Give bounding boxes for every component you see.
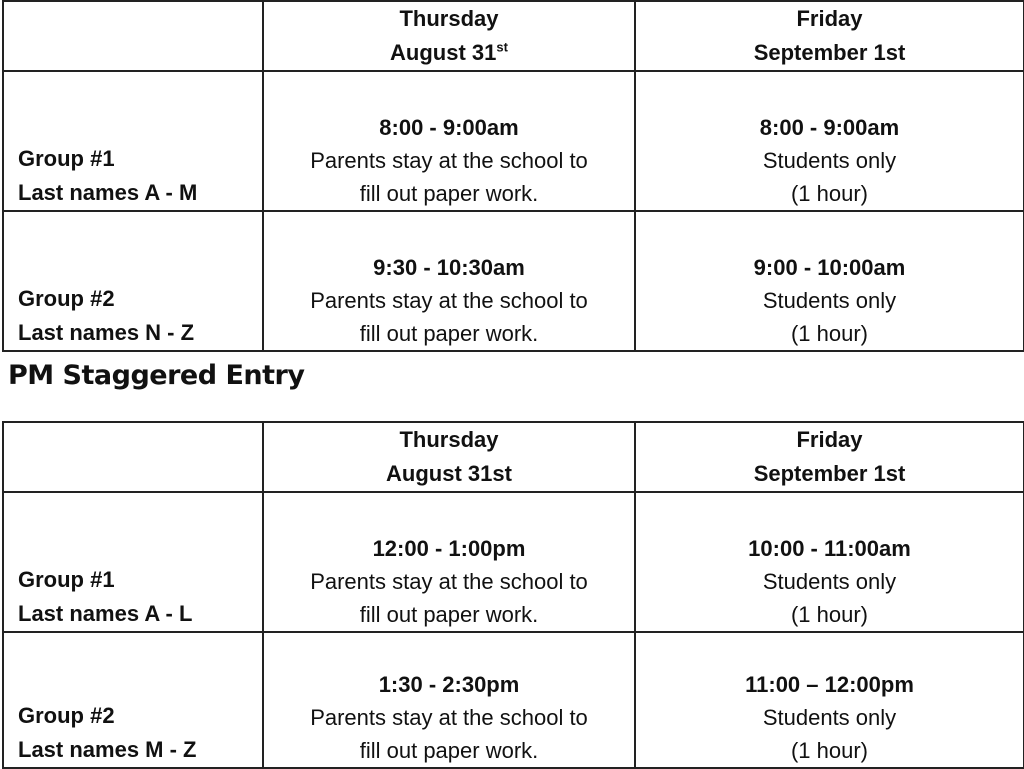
note-line: fill out paper work. [359,321,539,346]
day-label: Friday [796,427,863,452]
header-thursday [263,1,635,71]
time-label: 8:00 - 9:00am [379,115,519,140]
table-row [3,71,1024,211]
time-label: 10:00 - 11:00am [748,536,911,561]
group-cell [3,211,263,351]
note-line: Students only [762,148,897,173]
group-label: Group #2 [18,703,115,728]
group-cell [3,71,263,211]
note-line: (1 hour) [790,321,869,346]
header-row [3,422,1024,492]
table-row [3,492,1024,632]
date-label: August 31st [390,39,508,65]
thursday-cell [263,211,635,351]
day-label: Friday [796,6,863,31]
group-cell [3,492,263,632]
corner-cell [3,422,263,492]
pm-schedule-table [2,421,1024,769]
names-label: Last names N - Z [18,320,195,345]
header-friday [635,1,1024,71]
group-label: Group #1 [18,146,115,171]
group-cell [3,632,263,768]
note-line: fill out paper work. [359,602,539,627]
table-row [3,211,1024,351]
friday-cell [635,632,1024,768]
day-label: Thursday [399,427,499,452]
group-label: Group #1 [18,567,115,592]
note-line: Students only [762,705,897,730]
note-line: (1 hour) [790,602,869,627]
am-schedule-table [2,0,1024,352]
date-label: September 1st [753,40,906,65]
corner-cell [3,1,263,71]
time-label: 11:00 – 12:00pm [745,672,914,697]
date-label: September 1st [753,461,906,486]
note-line: (1 hour) [790,181,869,206]
day-label: Thursday [399,6,499,31]
thursday-cell [263,632,635,768]
header-row [3,1,1024,71]
names-label: Last names M - Z [18,737,197,762]
time-label: 12:00 - 1:00pm [372,536,526,561]
names-label: Last names A - M [18,180,198,205]
note-line: (1 hour) [790,738,869,763]
time-label: 1:30 - 2:30pm [378,672,520,697]
friday-cell [635,71,1024,211]
time-label: 9:00 - 10:00am [753,255,906,280]
table-row [3,632,1024,768]
time-label: 9:30 - 10:30am [373,255,525,280]
header-friday [635,422,1024,492]
pm-section-title: PM Staggered Entry [8,360,305,391]
header-thursday [263,422,635,492]
thursday-cell [263,71,635,211]
group-label: Group #2 [18,286,115,311]
time-label: 8:00 - 9:00am [759,115,900,140]
date-label: August 31st [386,461,512,486]
note-line: Students only [762,288,897,313]
friday-cell [635,211,1024,351]
friday-cell [635,492,1024,632]
note-line: fill out paper work. [359,738,539,763]
thursday-cell [263,492,635,632]
note-line: fill out paper work. [359,181,539,206]
note-line: Parents stay at the school to [310,288,588,313]
names-label: Last names A - L [18,601,193,626]
note-line: Parents stay at the school to [310,569,588,594]
note-line: Parents stay at the school to [310,705,588,730]
note-line: Students only [762,569,897,594]
note-line: Parents stay at the school to [310,148,588,173]
